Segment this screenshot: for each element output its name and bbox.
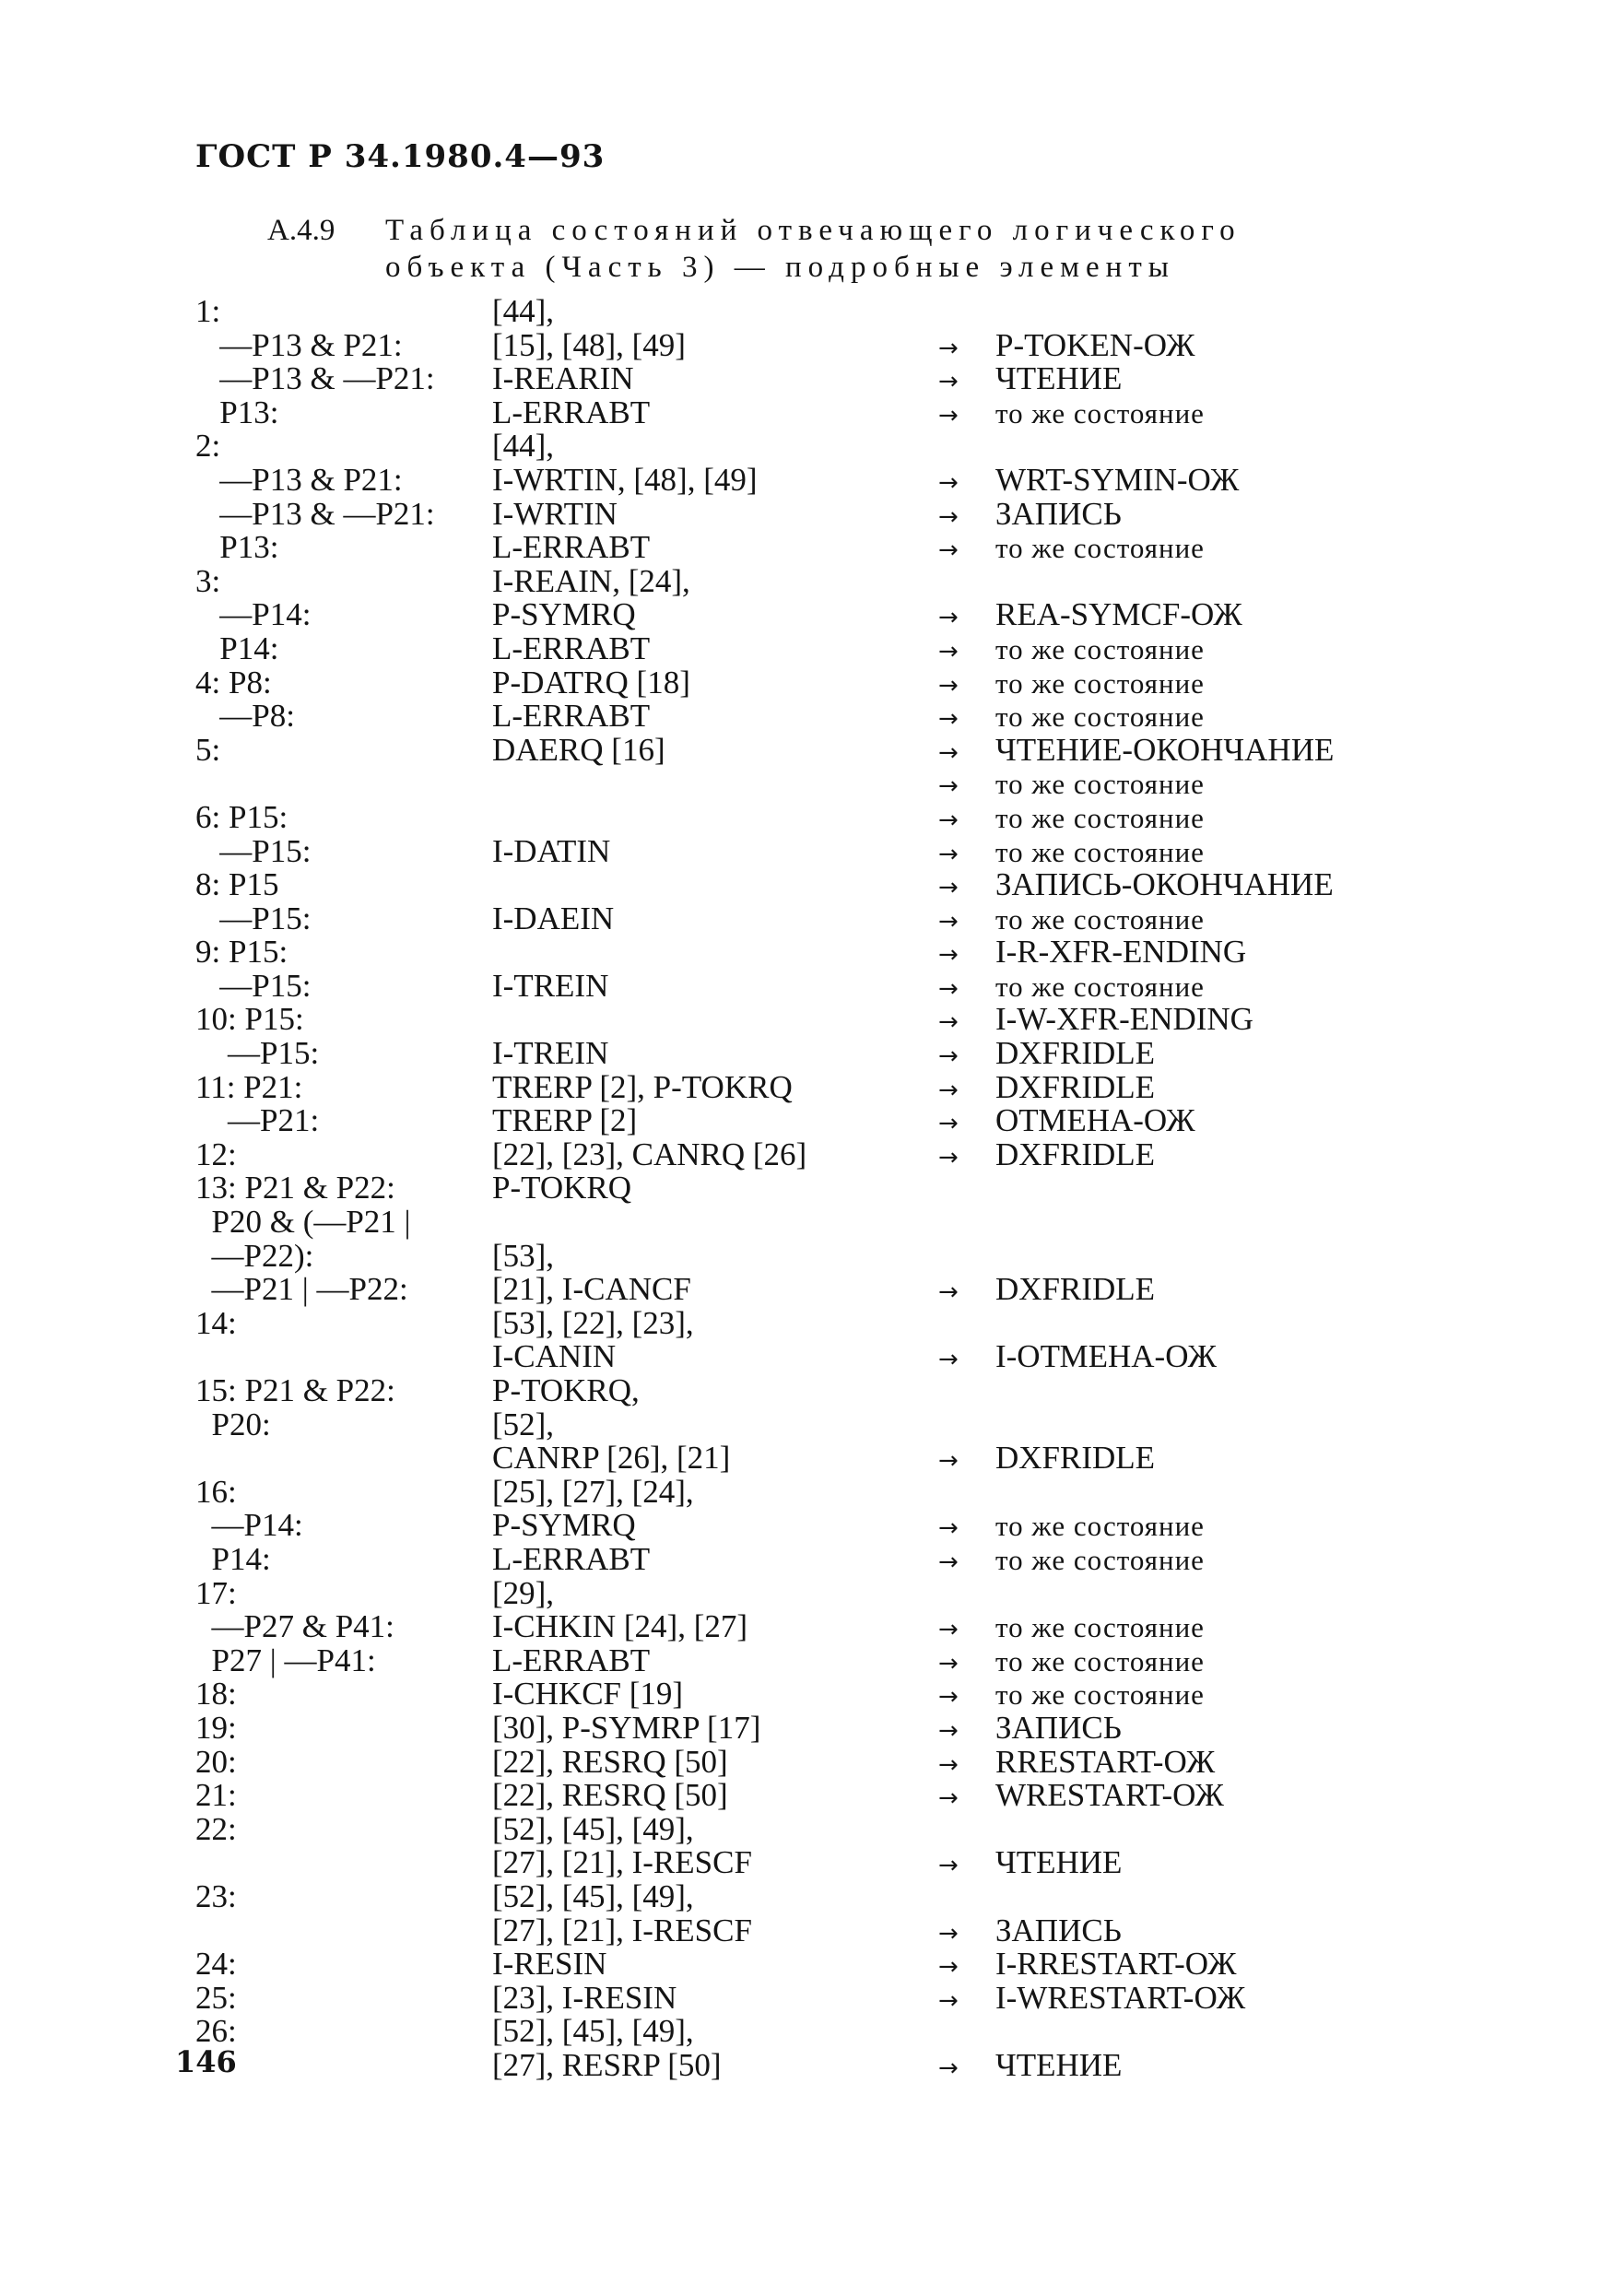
table-row [195,531,1486,565]
next-state-text: ЧТЕНИЕ [995,360,1123,397]
table-row [195,1743,1486,1780]
condition-cell: 23: [195,1877,237,1914]
next-state-text: WRESTART-ОЖ [995,1777,1224,1814]
next-state-text: RRESTART-ОЖ [995,1743,1216,1780]
table-row [195,1574,1486,1611]
action-cell: L-ERRABT [492,394,651,430]
arrow-icon: → [938,368,959,396]
result-cell [938,1846,1122,1883]
table-row [195,495,1486,532]
action-cell: [22], RESRQ [50] [492,1777,728,1814]
state-table [195,295,1486,2082]
action-cell: I-REAIN, [24], [492,562,690,599]
arrow-icon: → [938,1784,959,1813]
next-state-text: ЧТЕНИЕ-ОКОНЧАНИЕ [995,731,1335,768]
action-cell: P-SYMRQ [492,596,636,633]
arrow-icon: → [938,738,959,767]
condition-cell: —Р27 & Р41: [195,1608,394,1645]
arrow-icon: → [938,705,959,734]
next-state-text: то же состояние [995,532,1205,565]
arrow-icon: → [938,772,959,801]
action-cell: [53], [492,1237,555,1274]
action-cell: P-TOKRQ, [492,1372,640,1408]
condition-cell: —Р8: [195,698,295,735]
arrow-icon: → [938,1143,959,1171]
heading-line-1: Таблица состояний отвечающего логического [385,214,1242,247]
arrow-icon: → [938,2054,959,2082]
next-state-text: P-TOKEN-ОЖ [995,326,1195,363]
result-cell [938,1543,1205,1580]
table-row [195,1914,1486,1948]
condition-cell: —Р21 | —Р22: [195,1271,408,1308]
next-state-text: то же состояние [995,700,1205,734]
next-state-text: DXFRIDLE [995,1068,1156,1105]
table-row [195,1810,1486,1847]
condition-cell: 24: [195,1946,237,1983]
condition-cell: 17: [195,1574,237,1611]
table-row [195,902,1486,936]
action-cell: [30], P-SYMRP [17] [492,1709,761,1746]
next-state-text: то же состояние [995,1510,1205,1543]
condition-cell: 11: Р21: [195,1068,303,1105]
action-cell: CANRP [26], [21] [492,1440,731,1477]
next-state-text: I-ОТМЕНА-ОЖ [995,1338,1217,1375]
next-state-text: то же состояние [995,1678,1205,1712]
arrow-icon: → [938,468,959,497]
action-cell: L-ERRABT [492,1642,651,1678]
condition-cell: 19: [195,1709,237,1746]
condition-cell: Р20: [195,1406,271,1442]
table-row [195,1171,1486,1206]
condition-cell: 9: Р15: [195,934,288,971]
action-cell: [22], [23], CANRQ [26] [492,1136,807,1172]
table-row [195,1677,1486,1712]
arrow-icon: → [938,1750,959,1779]
table-row [195,461,1486,498]
next-state-text: то же состояние [995,1644,1205,1677]
action-cell: [27], [21], I-RESCF [492,1912,752,1948]
condition-cell: 13: Р21 & Р22: [195,1170,395,1206]
table-row [195,1408,1486,1442]
table-row [195,700,1486,734]
arrow-icon: → [938,637,959,665]
result-cell [938,598,1242,635]
action-cell: I-DAEIN [492,900,615,936]
next-state-text: ЗАПИСЬ [995,495,1122,532]
next-state-text: ЗАПИСЬ [995,1912,1122,1948]
table-row [195,1037,1486,1071]
next-state-text: DXFRIDLE [995,1035,1156,1072]
action-cell: [21], I-CANCF [492,1271,691,1308]
arrow-icon: → [938,671,959,700]
action-cell: [44], [492,428,555,465]
condition-cell: —Р15: [195,967,312,1004]
action-cell: [52], [45], [49], [492,1877,694,1914]
action-cell: I-RESIN [492,1946,607,1983]
condition-cell: 21: [195,1777,237,1814]
next-state-text: I-R-XFR-ENDING [995,934,1247,971]
table-row [195,1442,1486,1476]
condition-cell: —Р13 & Р21: [195,461,403,498]
result-cell [938,936,1246,972]
table-row [195,666,1486,700]
next-state-text: DXFRIDLE [995,1271,1156,1308]
table-row [195,1068,1486,1105]
action-cell: DAERQ [16] [492,731,665,768]
action-cell: [44], [492,293,555,329]
condition-cell: —Р13 & —Р21: [195,360,435,397]
arrow-icon: → [938,536,959,565]
arrow-icon: → [938,840,959,868]
arrow-icon: → [938,401,959,430]
arrow-icon: → [938,1716,959,1745]
table-row [195,396,1486,430]
arrow-icon: → [938,1278,959,1307]
result-cell [938,731,1335,771]
arrow-icon: → [938,1346,959,1374]
table-row [195,1374,1486,1408]
result-cell [938,1779,1224,1816]
table-row [195,1779,1486,1813]
condition-cell: Р13: [195,394,279,430]
next-state-text: то же состояние [995,801,1205,834]
table-row [195,430,1486,464]
condition-cell: 25: [195,1979,237,2016]
table-row [195,1877,1486,1914]
table-row [195,1846,1486,1880]
result-cell [938,1138,1155,1175]
result-cell [938,2046,1123,2086]
condition-cell: 5: [195,731,221,768]
table-row [195,1237,1486,1274]
condition-cell: —Р13 & —Р21: [195,495,435,532]
table-row [195,1273,1486,1307]
table-row [195,1644,1486,1678]
arrow-icon: → [938,1548,959,1576]
condition-cell: 22: [195,1810,237,1847]
arrow-icon: → [938,1683,959,1712]
condition-cell: —Р14: [195,1507,303,1544]
next-state-text: WRT-SYMIN-ОЖ [995,461,1240,498]
table-row [195,767,1486,801]
condition-cell: 18: [195,1676,237,1712]
next-state-text: то же состояние [995,835,1205,868]
arrow-icon: → [938,604,959,632]
table-row [195,1948,1486,1982]
result-cell [938,1979,1246,2018]
action-cell: I-TREIN [492,1035,609,1072]
arrow-icon: → [938,907,959,936]
condition-cell: 4: Р8: [195,664,272,700]
next-state-text: то же состояние [995,1543,1205,1576]
action-cell: I-DATIN [492,832,611,869]
condition-cell: —Р15: [195,1035,320,1072]
arrow-icon: → [938,334,959,362]
next-state-text: то же состояние [995,902,1205,936]
action-cell: [52], [492,1406,555,1442]
action-cell: L-ERRABT [492,529,651,566]
condition-cell: 16: [195,1473,237,1510]
result-cell [938,362,1122,399]
arrow-icon: → [938,1649,959,1677]
result-cell [938,632,1205,669]
condition-cell: 1: [195,293,221,329]
arrow-icon: → [938,1986,959,2015]
action-cell: L-ERRABT [492,1540,651,1577]
result-cell [938,767,1205,804]
next-state-text: то же состояние [995,396,1205,430]
arrow-icon: → [938,1447,959,1476]
next-state-text: то же состояние [995,632,1205,665]
next-state-text: ЧТЕНИЕ [995,2046,1123,2083]
arrow-icon: → [938,1076,959,1104]
action-cell: P-SYMRQ [492,1507,636,1544]
action-cell: [25], [27], [24], [492,1473,694,1510]
table-row [195,832,1486,869]
next-state-text: I-RRESTART-ОЖ [995,1946,1237,1983]
action-cell: I-CHKCF [19] [492,1676,684,1712]
table-row [195,868,1486,902]
action-cell: [15], [48], [49] [492,326,686,363]
next-state-text: то же состояние [995,970,1205,1003]
action-cell: P-DATRQ [18] [492,664,690,700]
arrow-icon: → [938,874,959,902]
result-cell [938,1509,1205,1546]
action-cell: TRERP [2], P-TOKRQ [492,1068,793,1105]
table-row [195,1540,1486,1577]
condition-cell: 10: Р15: [195,1001,304,1038]
action-cell: I-TREIN [492,967,609,1004]
action-cell: [27], [21], I-RESCF [492,1844,752,1881]
table-row [195,798,1486,835]
next-state-text: REA-SYMCF-ОЖ [995,596,1242,633]
next-state-text: то же состояние [995,768,1205,801]
arrow-icon: → [938,806,959,834]
result-cell [938,1273,1155,1310]
condition-cell: —Р15: [195,832,312,869]
action-cell: [27], RESRP [50] [492,2046,722,2083]
condition-cell: Р27 | —Р41: [195,1642,376,1678]
table-row [195,1709,1486,1746]
next-state-text: ЗАПИСЬ-ОКОНЧАНИЕ [995,866,1334,903]
condition-cell: Р13: [195,529,279,566]
action-cell: P-TOKRQ [492,1170,632,1206]
table-row [195,562,1486,599]
next-state-text: ЗАПИСЬ [995,1709,1122,1746]
table-row [195,1003,1486,1037]
result-cell [938,1644,1205,1681]
condition-cell: Р14: [195,1540,271,1577]
result-cell [938,1610,1205,1647]
action-cell: L-ERRABT [492,630,651,666]
arrow-icon: → [938,1919,959,1948]
result-cell [938,1442,1155,1478]
result-cell [938,531,1205,568]
table-row [195,1509,1486,1543]
condition-cell: 8: Р15 [195,866,279,903]
result-cell [938,666,1205,703]
condition-cell: —Р15: [195,900,312,936]
action-cell: [22], RESRQ [50] [492,1743,728,1780]
action-cell: I-CANIN [492,1338,617,1375]
section-number: А.4.9 [267,214,335,247]
condition-cell: Р20 & (—Р21 | [195,1204,411,1241]
table-row [195,1206,1486,1240]
page-number: 146 [175,2044,237,2079]
result-cell [938,801,1205,838]
arrow-icon: → [938,1042,959,1071]
action-cell: [52], [45], [49], [492,1810,694,1847]
action-cell: I-WRTIN, [48], [49] [492,461,758,498]
arrow-icon: → [938,1110,959,1138]
next-state-text: то же состояние [995,1611,1205,1644]
action-cell: [23], I-RESIN [492,1979,677,2016]
next-state-text: ЧТЕНИЕ [995,1844,1123,1881]
arrow-icon: → [938,1514,959,1543]
condition-cell: 26: [195,2013,237,2050]
action-cell: I-CHKIN [24], [27] [492,1608,748,1645]
table-row [195,1340,1486,1374]
action-cell: [53], [22], [23], [492,1304,694,1341]
table-row [195,1304,1486,1341]
condition-cell: —Р22): [195,1237,314,1274]
condition-cell: 20: [195,1743,237,1780]
action-cell: I-WRTIN [492,495,618,532]
condition-cell: 15: Р21 & Р22: [195,1372,395,1408]
result-cell [938,396,1205,433]
arrow-icon: → [938,1852,959,1880]
next-state-text: I-W-XFR-ENDING [995,1001,1253,1038]
next-state-text: ОТМЕНА-ОЖ [995,1102,1195,1139]
result-cell [938,1340,1217,1377]
table-row [195,362,1486,396]
table-row [195,731,1486,768]
table-row [195,2046,1486,2083]
arrow-icon: → [938,502,959,531]
heading-line-2: объекта (Часть 3) — подробные элементы [385,251,1175,284]
document-header: ГОСТ Р 34.1980.4—93 [195,138,606,175]
condition-cell: 2: [195,428,221,465]
section-heading [267,212,1242,286]
table-row [195,1104,1486,1138]
table-row [195,2015,1486,2049]
action-cell: TRERP [2] [492,1102,638,1139]
table-row [195,326,1486,363]
next-state-text: DXFRIDLE [995,1440,1156,1477]
arrow-icon: → [938,974,959,1003]
table-row [195,598,1486,632]
table-row [195,632,1486,666]
condition-cell: 3: [195,562,221,599]
table-row [195,1138,1486,1172]
next-state-text: I-WRESTART-ОЖ [995,1979,1246,2016]
arrow-icon: → [938,1008,959,1037]
arrow-icon: → [938,1953,959,1982]
condition-cell: —Р21: [195,1102,320,1139]
next-state-text: то же состояние [995,666,1205,700]
condition-cell: Р14: [195,630,279,666]
next-state-text: DXFRIDLE [995,1136,1156,1172]
action-cell: I-REARIN [492,360,634,397]
table-row [195,936,1486,970]
condition-cell: 12: [195,1136,237,1172]
result-cell [938,868,1334,905]
result-cell [938,495,1122,535]
action-cell: L-ERRABT [492,698,651,735]
action-cell: [52], [45], [49], [492,2013,694,2050]
arrow-icon: → [938,1616,959,1644]
condition-cell: —Р13 & Р21: [195,326,403,363]
table-row [195,295,1486,329]
arrow-icon: → [938,941,959,970]
condition-cell: 14: [195,1304,237,1341]
table-row [195,1610,1486,1644]
action-cell: [29], [492,1574,555,1611]
condition-cell: —Р14: [195,596,312,633]
table-row [195,1979,1486,2016]
table-row [195,967,1486,1004]
table-row [195,1473,1486,1510]
condition-cell: 6: Р15: [195,798,288,835]
